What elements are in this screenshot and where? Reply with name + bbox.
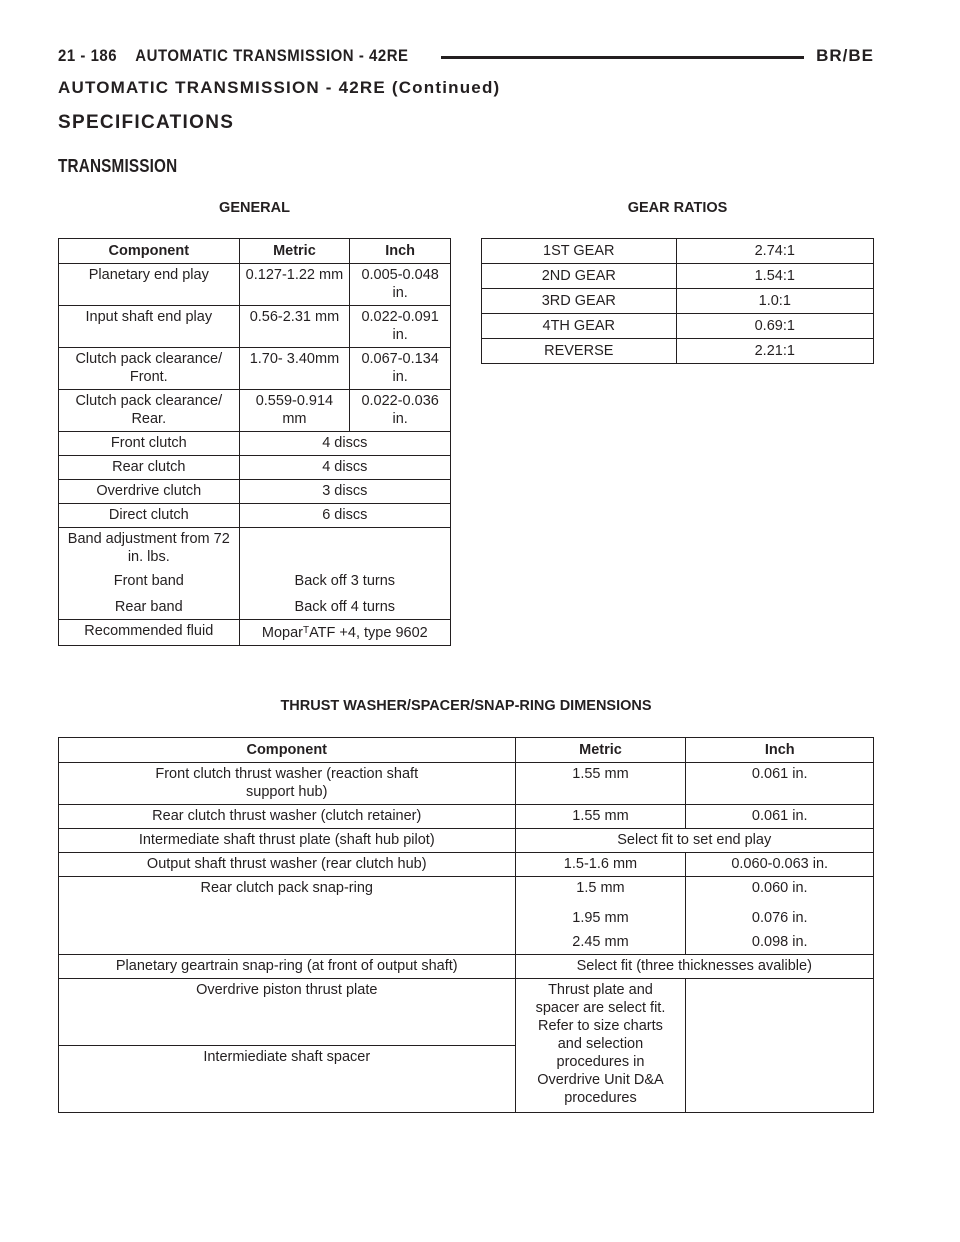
metric-cell: 0.56-2.31 mm (239, 306, 350, 348)
table-row (59, 456, 451, 480)
metric-value: 2.45 mm (572, 934, 629, 950)
table-row (59, 979, 874, 1046)
thrust-caption: THRUST WASHER/SPACER/SNAP-RING DIMENSIONS (280, 698, 652, 714)
gear-cell: 3RD GEAR (482, 289, 677, 314)
metric-cell: 1.5-1.6 mm (515, 853, 686, 877)
inch-value: 0.060 in. (751, 880, 808, 896)
column-header: Component (59, 239, 240, 264)
ratio-cell: 1.54:1 (676, 264, 873, 289)
table-row (59, 763, 874, 805)
fluid-value: ATF +4, type 9602 (309, 625, 428, 641)
metric-cell: 1.70- 3.40mm (239, 348, 350, 390)
gear-ratios-caption: GEAR RATIOS (627, 200, 728, 216)
select-fit-note-cell (515, 979, 686, 1113)
table-row (482, 239, 874, 264)
disc-count-cell: 6 discs (239, 504, 450, 528)
continued-heading: AUTOMATIC TRANSMISSION - 42RE (Continued) (58, 78, 501, 97)
component-text: Front clutch thrust washer (reaction shaft support hub) (155, 766, 419, 800)
table-row (59, 528, 451, 620)
component-cell: Clutch pack clearance/ Front. (59, 348, 240, 390)
component-cell: Rear clutch pack snap-ring (59, 877, 516, 955)
table-row (59, 390, 451, 432)
model-code: BR/BE (816, 46, 874, 65)
component-cell: Overdrive clutch (59, 480, 240, 504)
table-row (59, 264, 451, 306)
select-fit-note: Thrust plate and spacer are select fit. Refer to size charts and selection procedures in Overdrive Unit D&A procedures (535, 982, 666, 1106)
ratio-cell: 2.74:1 (676, 239, 873, 264)
gear-cell: 4TH GEAR (482, 314, 677, 339)
general-table (58, 238, 451, 646)
component-cell: Front clutch (59, 432, 240, 456)
inch-cell: 0.061 in. (686, 805, 874, 829)
section-title: SPECIFICATIONS (58, 112, 235, 133)
gear-ratios-table (481, 238, 874, 364)
table-row (59, 432, 451, 456)
trademark-mark: T (302, 625, 310, 636)
inch-cell: 0.005-0.048 in. (350, 264, 451, 306)
component-cell: Planetary end play (59, 264, 240, 306)
column-header: Component (59, 738, 516, 763)
table-row (482, 339, 874, 364)
subsection-title: TRANSMISSION (58, 156, 178, 176)
component-cell: Intermiediate shaft spacer (59, 1046, 516, 1113)
fit-cell: Select fit to set end play (515, 829, 874, 853)
column-header: Inch (350, 239, 451, 264)
disc-count-cell: 4 discs (239, 432, 450, 456)
table-row (59, 348, 451, 390)
component-cell: Overdrive piston thrust plate (59, 979, 516, 1046)
gear-cell: 2ND GEAR (482, 264, 677, 289)
column-header: Metric (515, 738, 686, 763)
ratio-cell: 2.21:1 (676, 339, 873, 364)
general-caption: GENERAL (219, 200, 290, 216)
disc-count-cell: 3 discs (239, 480, 450, 504)
column-header: Inch (686, 738, 874, 763)
fluid-brand: Mopar (261, 625, 303, 641)
inch-cell (686, 877, 874, 955)
component-cell: Direct clutch (59, 504, 240, 528)
table-header-row (59, 738, 874, 763)
header-rule (441, 56, 804, 59)
ratio-cell: 0.69:1 (676, 314, 873, 339)
component-cell: Rear clutch (59, 456, 240, 480)
component-cell: Output shaft thrust washer (rear clutch hub) (59, 853, 516, 877)
column-header: Metric (239, 239, 350, 264)
component-cell: Recommended fluid (59, 620, 240, 646)
component-cell: Planetary geartrain snap-ring (at front of output shaft) (59, 955, 516, 979)
inch-cell: 0.067-0.134 in. (350, 348, 451, 390)
table-row (482, 314, 874, 339)
table-row (59, 306, 451, 348)
table-row (59, 877, 874, 955)
table-row (59, 480, 451, 504)
band-label: Rear band (114, 599, 183, 615)
band-heading: Band adjustment from 72 in. lbs. (67, 531, 230, 565)
metric-cell (515, 877, 686, 955)
metric-cell: 1.55 mm (515, 805, 686, 829)
table-row (59, 805, 874, 829)
page-header (58, 46, 874, 68)
band-value: Back off 3 turns (294, 573, 396, 589)
inch-cell: 0.022-0.036 in. (350, 390, 451, 432)
inch-cell (686, 979, 874, 1113)
table-row (59, 853, 874, 877)
inch-value: 0.098 in. (751, 934, 808, 950)
disc-count-cell: 4 discs (239, 456, 450, 480)
metric-value: 1.95 mm (572, 910, 629, 926)
inch-value: 0.076 in. (751, 910, 808, 926)
table-row (59, 504, 451, 528)
gear-cell: REVERSE (482, 339, 677, 364)
inch-cell: 0.061 in. (686, 763, 874, 805)
fit-cell: Select fit (three thicknesses avalible) (515, 955, 874, 979)
component-cell: Input shaft end play (59, 306, 240, 348)
band-value: Back off 4 turns (294, 599, 396, 615)
component-cell: Clutch pack clearance/ Rear. (59, 390, 240, 432)
table-header-row (59, 239, 451, 264)
table-row (59, 620, 451, 646)
gear-cell: 1ST GEAR (482, 239, 677, 264)
metric-value: 1.5 mm (576, 880, 625, 896)
inch-cell: 0.060-0.063 in. (686, 853, 874, 877)
table-row (59, 829, 874, 853)
metric-cell: 1.55 mm (515, 763, 686, 805)
band-label: Front band (113, 573, 184, 589)
table-row (59, 955, 874, 979)
metric-cell: 0.127-1.22 mm (239, 264, 350, 306)
ratio-cell: 1.0:1 (676, 289, 873, 314)
component-cell (59, 763, 516, 805)
inch-cell: 0.022-0.091 in. (350, 306, 451, 348)
table-row (482, 289, 874, 314)
thrust-washer-table (58, 737, 874, 1113)
band-value-cell (239, 528, 450, 620)
metric-cell: 0.559-0.914 mm (239, 390, 350, 432)
band-heading-cell (59, 528, 240, 620)
fluid-value-cell (239, 620, 450, 646)
component-cell: Intermediate shaft thrust plate (shaft hub pilot) (59, 829, 516, 853)
table-row (482, 264, 874, 289)
component-cell: Rear clutch thrust washer (clutch retainer) (59, 805, 516, 829)
page-title: 21 - 186 AUTOMATIC TRANSMISSION - 42RE (58, 46, 409, 65)
